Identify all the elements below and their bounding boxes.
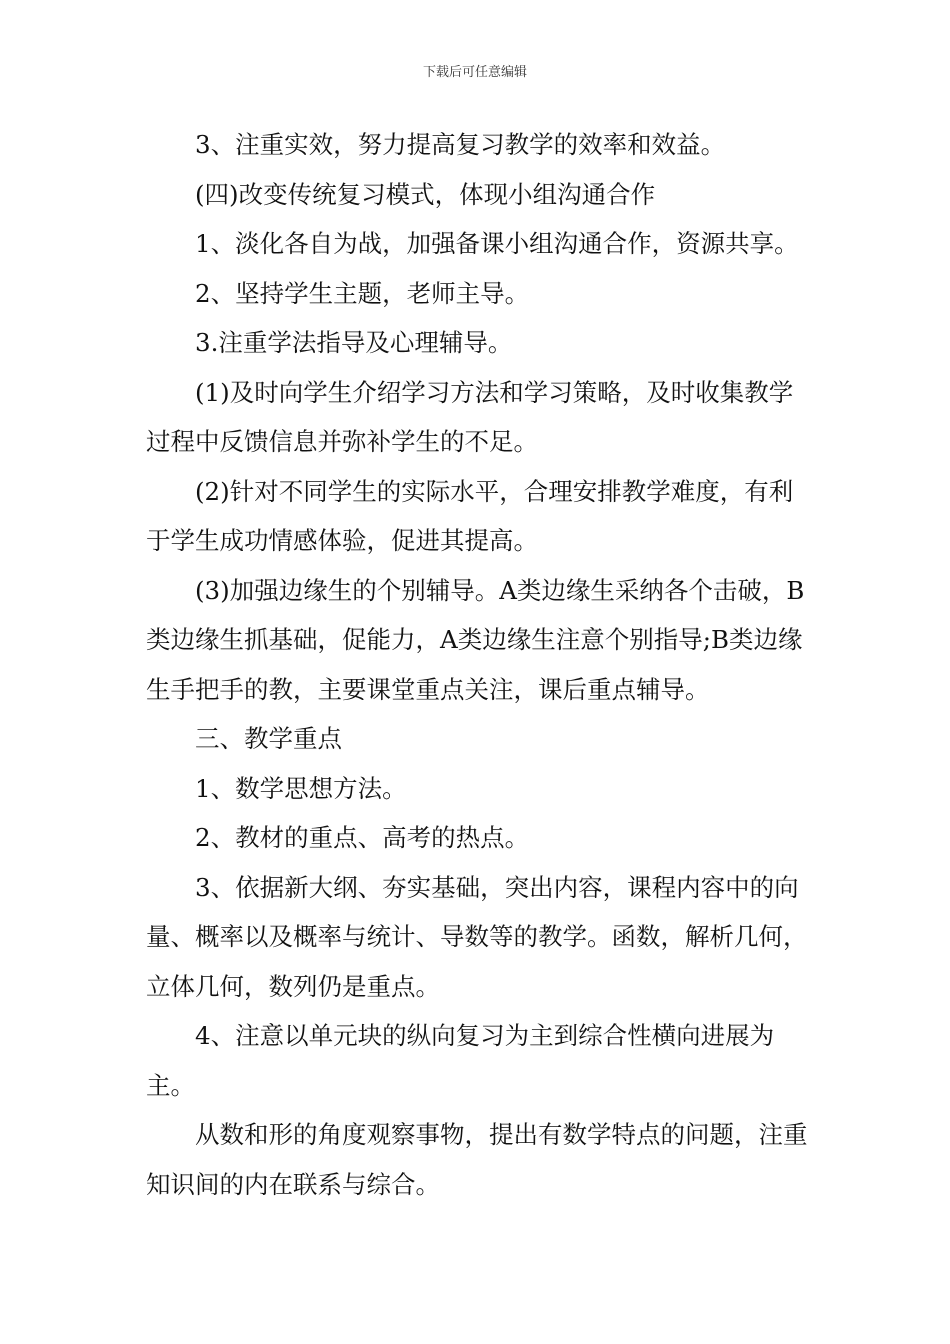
paragraph-focus-4: 4、注意以单元块的纵向复习为主到综合性横向进展为主。 xyxy=(146,1021,775,1100)
paragraph-observation: 从数和形的角度观察事物，提出有数学特点的问题，注重知识间的内在联系与综合。 xyxy=(146,1120,808,1199)
section-heading-4: (四)改变传统复习模式，体现小组沟通合作 xyxy=(195,179,656,209)
document-body xyxy=(146,120,814,1209)
paragraph-cooperation: 1、淡化各自为战，加强备课小组沟通合作，资源共享。 xyxy=(195,229,799,258)
paragraph-item-2: (2)针对不同学生的实际水平，合理安排教学难度，有利于学生成功情感体验，促进其提高。 xyxy=(146,476,794,555)
paragraph-focus-1: 1、数学思想方法。 xyxy=(195,773,407,803)
section-heading-teaching-focus: 三、教学重点 xyxy=(195,724,342,753)
paragraph-efficiency: 3、注重实效，努力提高复习教学的效率和效益。 xyxy=(195,130,726,159)
paragraph-item-3: (3)加强边缘生的个别辅导。A类边缘生采纳各个击破，B类边缘生抓基础，促能力，A类边缘生注意个别指导;B类边缘生手把手的教，主要课堂重点关注，课后重点辅导。 xyxy=(146,575,805,704)
paragraph-focus-2: 2、教材的重点、高考的热点。 xyxy=(195,823,530,852)
paragraph-focus-3: 3、依据新大纲、夯实基础，突出内容，课程内容中的向量、概率以及概率与统计、导数等的教学。函数，解析几何，立体几何，数列仍是重点。 xyxy=(146,872,808,1001)
paragraph-student-subject: 2、坚持学生主题，老师主导。 xyxy=(195,278,530,308)
paragraph-study-guidance: 3.注重学法指导及心理辅导。 xyxy=(195,328,513,357)
paragraph-item-1: (1)及时向学生介绍学习方法和学习策略，及时收集教学过程中反馈信息并弥补学生的不足。 xyxy=(146,377,794,456)
page-header-note: 下载后可任意编辑 xyxy=(422,65,527,80)
